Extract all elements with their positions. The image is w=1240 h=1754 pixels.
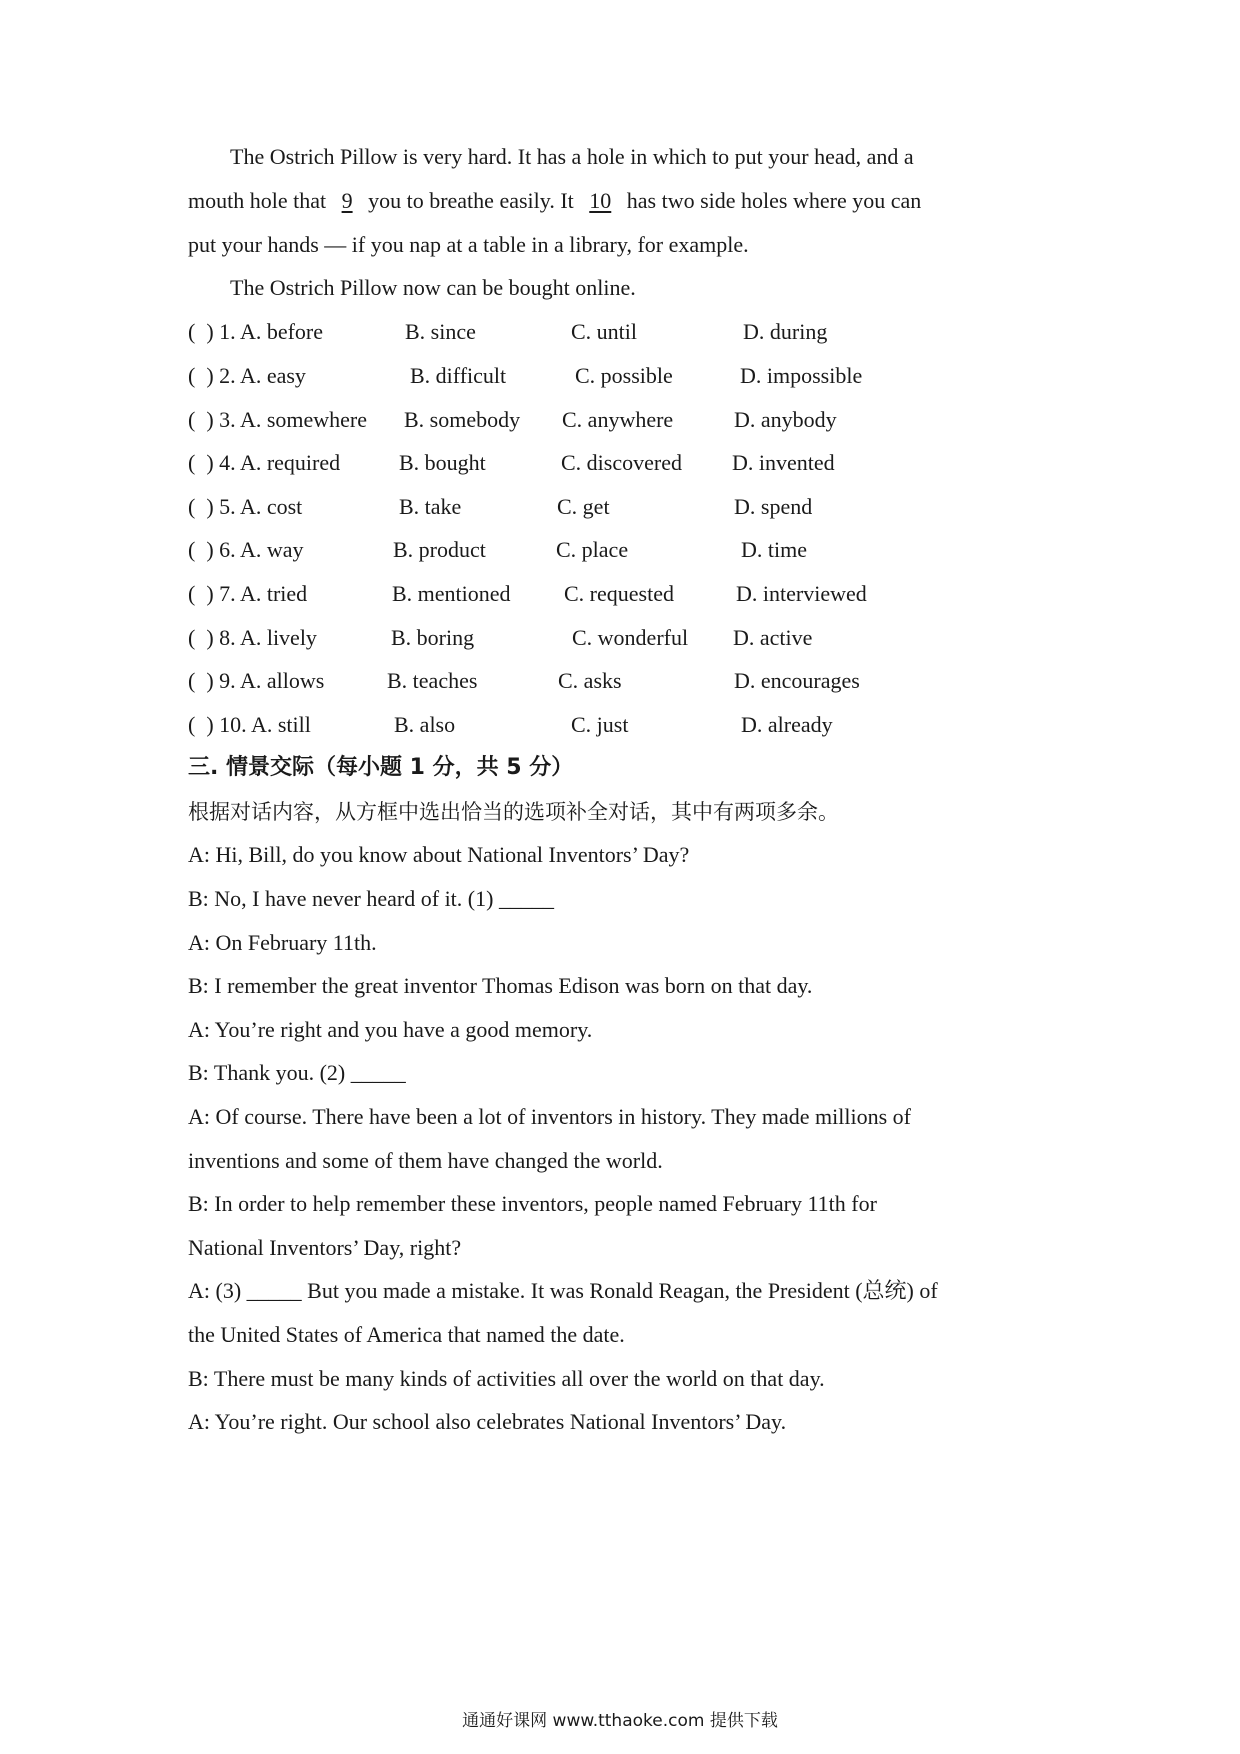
question-stem-option-a: ( ) 3. A. somewhere bbox=[188, 407, 368, 432]
option-d: D. invented bbox=[732, 450, 835, 475]
passage-line-3: put your hands — if you nap at a table in a library, for example. bbox=[188, 232, 749, 257]
option-b: B. boring bbox=[391, 625, 475, 650]
option-c: C. requested bbox=[564, 581, 674, 606]
option-b: B. since bbox=[405, 319, 476, 344]
passage-line-1: The Ostrich Pillow is very hard. It has a hole in which to put your head, and a bbox=[230, 144, 914, 169]
option-c: C. anywhere bbox=[562, 407, 674, 432]
option-c: C. until bbox=[571, 319, 638, 344]
passage-text: mouth hole that bbox=[188, 188, 327, 213]
option-b: B. somebody bbox=[404, 407, 521, 432]
option-b: B. bought bbox=[399, 450, 486, 475]
option-b: B. product bbox=[393, 537, 486, 562]
option-d: D. impossible bbox=[740, 363, 863, 388]
question-stem-option-a: ( ) 6. A. way bbox=[188, 537, 304, 562]
dialogue-line: B: In order to help remember these inventors, people named February 11th for bbox=[188, 1191, 877, 1216]
passage-text: you to breathe easily. It bbox=[368, 188, 574, 213]
question-stem-option-a: ( ) 9. A. allows bbox=[188, 668, 325, 693]
question-stem-option-a: ( ) 1. A. before bbox=[188, 319, 324, 344]
option-d: D. active bbox=[733, 625, 813, 650]
dialogue-line: A: On February 11th. bbox=[188, 930, 377, 955]
dialogue-line: National Inventors’ Day, right? bbox=[188, 1235, 462, 1260]
question-stem-option-a: ( ) 8. A. lively bbox=[188, 625, 317, 650]
option-d: D. anybody bbox=[734, 407, 837, 432]
blank-9: 9 bbox=[341, 188, 353, 213]
question-stem-option-a: ( ) 5. A. cost bbox=[188, 494, 303, 519]
option-c: C. possible bbox=[575, 363, 673, 388]
passage-line-2 bbox=[188, 186, 921, 216]
option-b: B. difficult bbox=[410, 363, 507, 388]
question-stem-option-a: ( ) 10. A. still bbox=[188, 712, 311, 737]
option-d: D. interviewed bbox=[736, 581, 867, 606]
dialogue-line: the United States of America that named the date. bbox=[188, 1322, 625, 1347]
dialogue-line: B: I remember the great inventor Thomas Edison was born on that day. bbox=[188, 973, 813, 998]
dialogue-line: B: There must be many kinds of activities all over the world on that day. bbox=[188, 1366, 825, 1391]
question-stem-option-a: ( ) 7. A. tried bbox=[188, 581, 308, 606]
passage-line-4: The Ostrich Pillow now can be bought online. bbox=[230, 275, 636, 300]
dialogue-line: A: You’re right and you have a good memory. bbox=[188, 1017, 593, 1042]
blank-10: 10 bbox=[589, 188, 612, 213]
dialogue-line: A: Hi, Bill, do you know about National Inventors’ Day? bbox=[188, 842, 690, 867]
dialogue-line: B: Thank you. (2) _____ bbox=[188, 1060, 406, 1085]
page-footer: 通通好课网 www.tthaoke.com 提供下载 bbox=[462, 1711, 778, 1731]
option-c: C. wonderful bbox=[572, 625, 689, 650]
dialogue-line: A: (3) _____ But you made a mistake. It was Ronald Reagan, the President (总统) of bbox=[188, 1278, 938, 1303]
dialogue-line: B: No, I have never heard of it. (1) _____ bbox=[188, 886, 554, 911]
option-c: C. get bbox=[557, 494, 610, 519]
section-instruction: 根据对话内容，从方框中选出恰当的选项补全对话，其中有两项多余。 bbox=[188, 800, 839, 824]
option-d: D. already bbox=[741, 712, 833, 737]
option-b: B. take bbox=[399, 494, 462, 519]
option-c: C. place bbox=[556, 537, 629, 562]
option-b: B. mentioned bbox=[392, 581, 511, 606]
section-title: 三. 情景交际（每小题 1 分，共 5 分） bbox=[188, 755, 574, 780]
option-c: C. asks bbox=[558, 668, 622, 693]
option-d: D. time bbox=[741, 537, 807, 562]
option-d: D. during bbox=[743, 319, 828, 344]
dialogue-line: inventions and some of them have changed the world. bbox=[188, 1148, 663, 1173]
option-c: C. discovered bbox=[561, 450, 682, 475]
passage-text: has two side holes where you can bbox=[626, 188, 922, 213]
option-b: B. also bbox=[394, 712, 456, 737]
dialogue-line: A: You’re right. Our school also celebrates National Inventors’ Day. bbox=[188, 1409, 787, 1434]
option-d: D. spend bbox=[734, 494, 813, 519]
question-stem-option-a: ( ) 2. A. easy bbox=[188, 363, 306, 388]
question-stem-option-a: ( ) 4. A. required bbox=[188, 450, 341, 475]
dialogue-line: A: Of course. There have been a lot of inventors in history. They made millions of bbox=[188, 1104, 911, 1129]
option-c: C. just bbox=[571, 712, 629, 737]
option-b: B. teaches bbox=[387, 668, 478, 693]
option-d: D. encourages bbox=[734, 668, 860, 693]
